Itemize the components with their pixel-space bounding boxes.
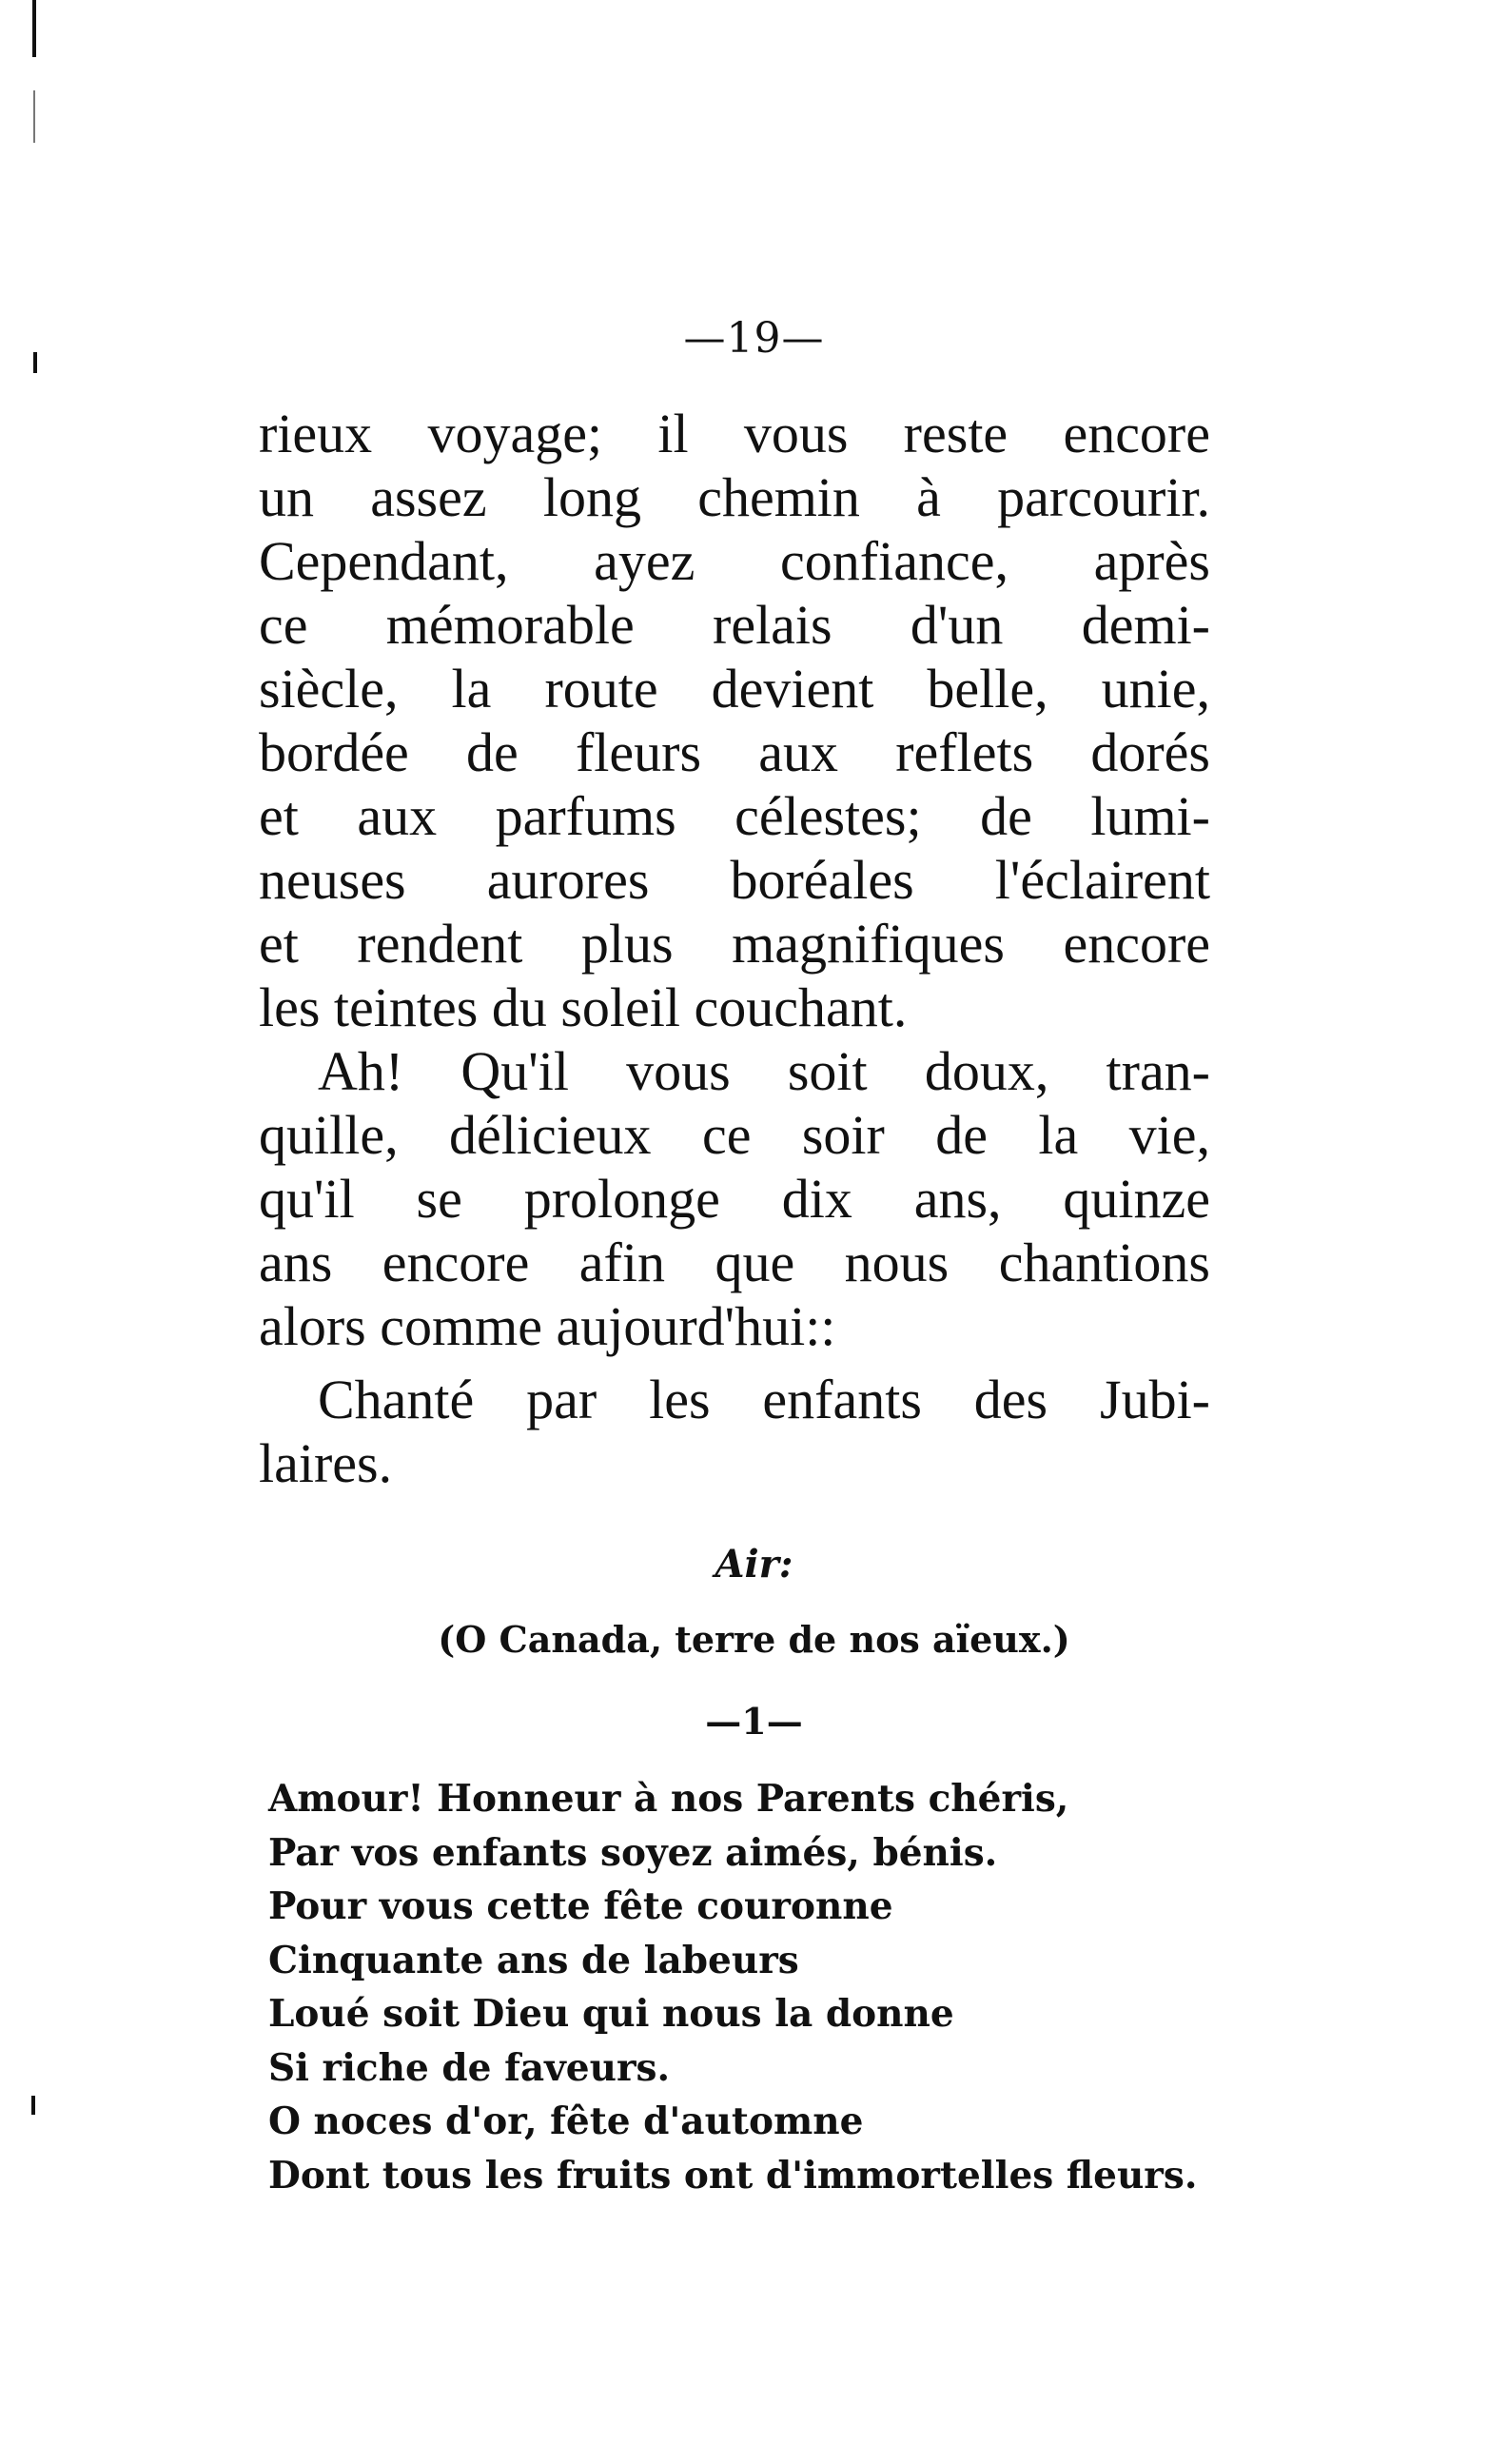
text-line: Ah! Qu'il vous soit doux, tran-: [318, 1040, 1210, 1102]
verse-line: Pour vous cette fête couronne: [268, 1884, 893, 1928]
verse-number: —1—: [705, 1700, 803, 1743]
text-line: alors comme aujourd'hui::: [259, 1295, 836, 1357]
text-line: neuses aurores boréales l'éclairent: [259, 849, 1210, 911]
verse-line: O noces d'or, fête d'automne: [268, 2099, 864, 2143]
text-line: rieux voyage; il vous reste encore: [259, 403, 1210, 464]
text-line: un assez long chemin à parcourir.: [259, 466, 1210, 528]
page-number: —19—: [683, 314, 825, 363]
scan-margin-mark: [31, 2096, 35, 2115]
air-title: (O Canada, terre de nos aïeux.): [438, 1618, 1070, 1661]
chante-paragraph: [259, 1368, 1210, 1495]
air-label: Air:: [715, 1542, 793, 1587]
scan-margin-mark: [33, 90, 35, 143]
verse-line: Loué soit Dieu qui nous la donne: [268, 1992, 954, 2036]
text-line: Chanté par les enfants des Jubi-: [318, 1369, 1210, 1430]
text-line: Cependant, ayez confiance, après: [259, 530, 1210, 592]
text-line: bordée de fleurs aux reflets dorés: [259, 721, 1210, 783]
verse-line: Si riche de faveurs.: [268, 2045, 671, 2090]
text-line: qu'il se prolonge dix ans, quinze: [259, 1168, 1210, 1230]
text-line: siècle, la route devient belle, unie,: [259, 658, 1210, 719]
text-line: les teintes du soleil couchant.: [259, 976, 908, 1038]
song-verse: [268, 1772, 1197, 2202]
text-line: ce mémorable relais d'un demi-: [259, 594, 1210, 656]
text-line: et aux parfums célestes; de lumi-: [259, 785, 1210, 847]
verse-line: Dont tous les fruits ont d'immortelles fleurs.: [268, 2153, 1198, 2198]
verse-line: Cinquante ans de labeurs: [268, 1938, 799, 1982]
scan-margin-mark: [32, 0, 36, 57]
verse-line: Par vos enfants soyez aimés, bénis.: [268, 1830, 998, 1875]
text-line: laires.: [259, 1432, 393, 1494]
text-line: quille, délicieux ce soir de la vie,: [259, 1104, 1210, 1166]
text-line: ans encore afin que nous chantions: [259, 1232, 1210, 1293]
prose-body: [259, 402, 1210, 1495]
verse-line: Amour! Honneur à nos Parents chéris,: [268, 1777, 1069, 1821]
text-line: et rendent plus magnifiques encore: [259, 913, 1210, 975]
